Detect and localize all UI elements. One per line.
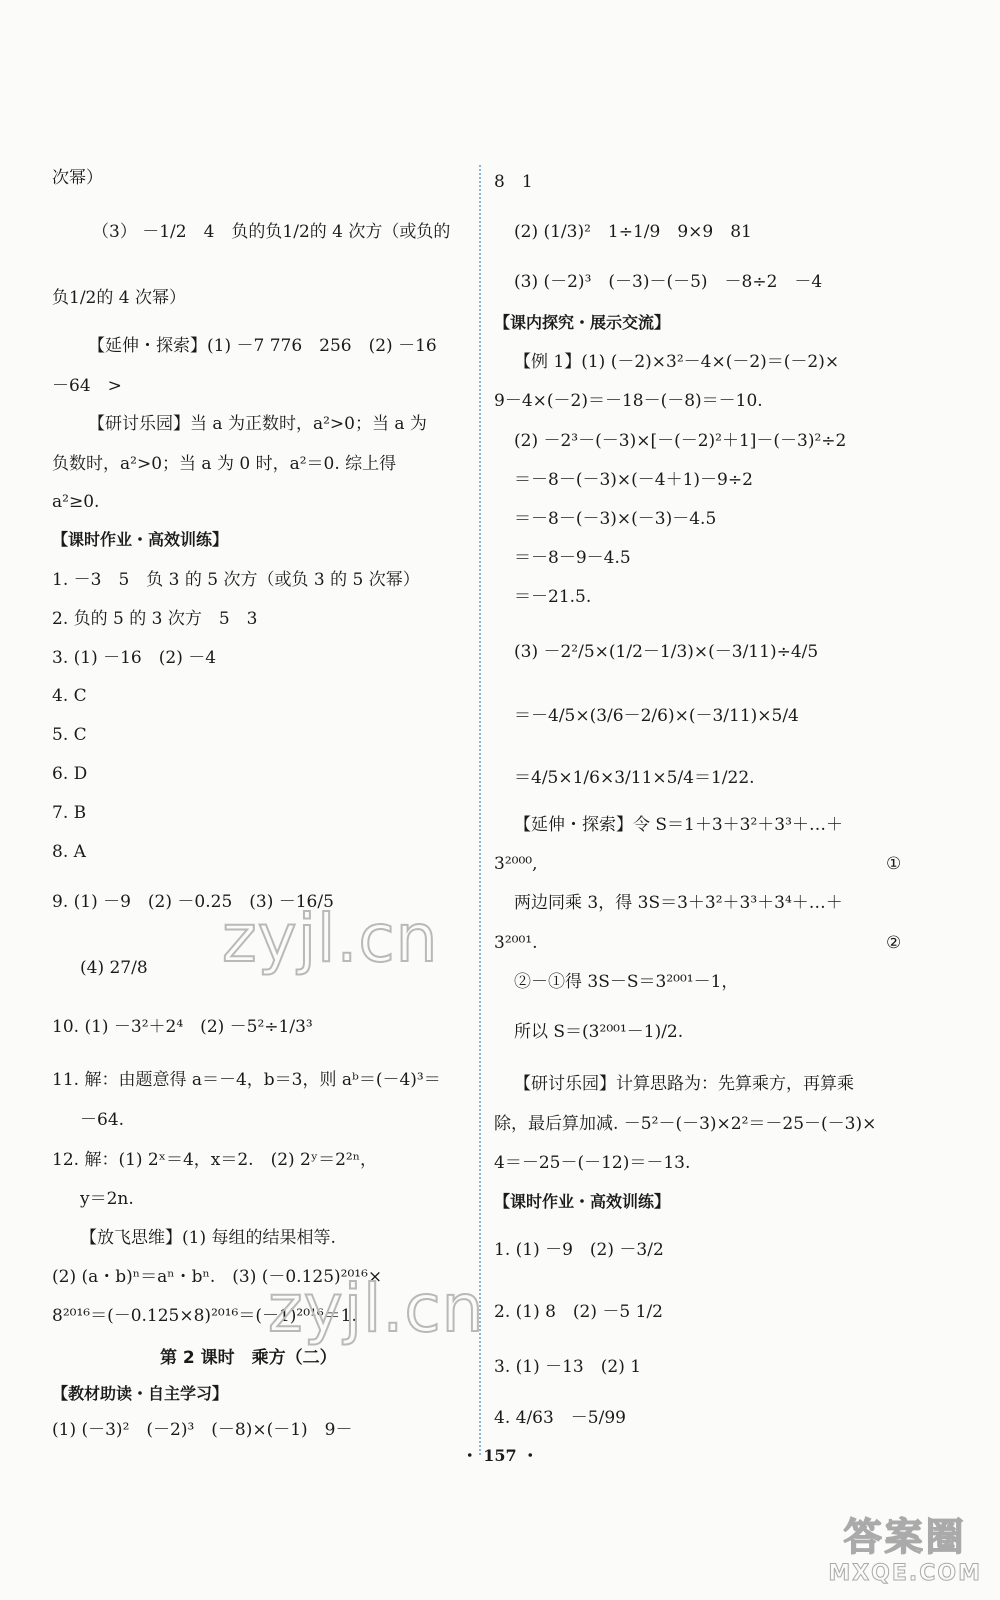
right-line: 【课内探究・展示交流】: [494, 313, 671, 332]
right-line: (3) －2²/5×(1/2－1/3)×(－3/11)÷4/5: [514, 642, 819, 662]
right-line: 4. 4/63 －5/99: [494, 1408, 626, 1428]
right-line: 除，最后算加减. －5²－(－3)×2²＝－25－(－3)×: [494, 1114, 877, 1134]
right-line: 【例 1】(1) (－2)×3²－4×(－2)＝(－2)×: [514, 352, 840, 372]
left-line: 负数时，a²>0；当 a 为 0 时，a²＝0. 综上得: [52, 454, 397, 474]
left-line: 次幂）: [52, 168, 103, 188]
left-line: 【课时作业・高效训练】: [52, 530, 229, 549]
left-line: 3. (1) －16 (2) －4: [52, 648, 217, 668]
right-line: (2) －2³－(－3)×[－(－2)²＋1]－(－3)²÷2: [514, 431, 847, 451]
left-line: (4) 27/8: [80, 958, 148, 978]
watermark-logo-sub: MXQE.COM: [828, 1561, 982, 1586]
left-line: 【教材助读・自主学习】: [52, 1384, 229, 1403]
left-line: 【放飞思维】(1) 每组的结果相等.: [80, 1228, 336, 1248]
left-line: 10. (1) －3²＋2⁴ (2) －5²÷1/3³: [52, 1017, 313, 1037]
left-line: 【延伸・探索】(1) －7 776 256 (2) －16: [88, 336, 437, 356]
right-line: ＝－8－(－3)×(－3)－4.5: [514, 509, 717, 529]
left-line: －64.: [80, 1110, 125, 1130]
left-line: 9. (1) －9 (2) －0.25 (3) －16/5: [52, 892, 334, 912]
right-line: ＝－8－(－3)×(－4＋1)－9÷2: [514, 470, 753, 490]
left-line: 4. C: [52, 686, 87, 706]
right-line: 3²⁰⁰¹.: [494, 933, 538, 953]
left-line: (1) (－3)² (－2)³ (－8)×(－1) 9－: [52, 1420, 353, 1440]
right-line: 3²⁰⁰⁰,: [494, 854, 538, 874]
left-line: 2. 负的 5 的 3 次方 5 3: [52, 609, 258, 629]
left-line: 7. B: [52, 803, 87, 823]
right-line: (2) (1/3)² 1÷1/9 9×9 81: [514, 222, 752, 242]
right-line: (3) (－2)³ (－3)－(－5) －8÷2 －4: [514, 272, 823, 292]
right-line: ②－①得 3S－S＝3²⁰⁰¹－1，: [514, 972, 739, 992]
right-line: ＝－8－9－4.5: [514, 548, 631, 568]
watermark-logo: [828, 1506, 982, 1586]
right-line: 两边同乘 3，得 3S＝3＋3²＋3³＋3⁴＋…＋: [514, 893, 843, 913]
left-line: 5. C: [52, 725, 87, 745]
left-line: 6. D: [52, 764, 88, 784]
right-line: 所以 S＝(3²⁰⁰¹－1)/2.: [514, 1022, 684, 1042]
right-line: 2. (1) 8 (2) －5 1/2: [494, 1302, 663, 1322]
right-line: 8 1: [494, 172, 533, 192]
right-line: 【研讨乐园】计算思路为：先算乘方，再算乘: [514, 1074, 854, 1094]
left-line: －64 >: [52, 376, 122, 396]
left-line: 11. 解：由题意得 a＝－4，b＝3，则 aᵇ＝(－4)³＝: [52, 1070, 441, 1090]
left-line: 第 2 课时 乘方（二）: [160, 1348, 337, 1368]
right-line: 【课时作业・高效训练】: [494, 1192, 671, 1211]
left-line: 1. －3 5 负 3 的 5 次方（或负 3 的 5 次幂）: [52, 570, 420, 590]
left-line: 【研讨乐园】当 a 为正数时，a²>0；当 a 为: [88, 414, 427, 434]
right-line: ＝－21.5.: [514, 587, 592, 607]
left-line: （3） －1/2 4 负的负1/2的 4 次方（或负的: [92, 222, 451, 242]
right-line: ＝4/5×1/6×3/11×5/4＝1/22.: [514, 768, 755, 788]
right-line: 【延伸・探索】令 S＝1＋3＋3²＋3³＋…＋: [514, 815, 843, 835]
right-line: 9－4×(－2)＝－18－(－8)＝－10.: [494, 391, 763, 411]
right-line: 3. (1) －13 (2) 1: [494, 1357, 642, 1377]
left-line: y＝2n.: [80, 1189, 134, 1209]
left-line: 8²⁰¹⁶＝(－0.125×8)²⁰¹⁶＝(－1)²⁰¹⁶＝1.: [52, 1306, 357, 1326]
left-line: a²≥0.: [52, 492, 100, 512]
left-line: 负1/2的 4 次幂）: [52, 288, 186, 308]
right-line: ＝－4/5×(3/6－2/6)×(－3/11)×5/4: [514, 706, 799, 726]
left-line: 8. A: [52, 842, 86, 862]
right-line: 1. (1) －9 (2) －3/2: [494, 1240, 664, 1260]
page-number: ・ 157 ・: [461, 1446, 539, 1465]
right-line: 4＝－25－(－12)＝－13.: [494, 1153, 691, 1173]
column-divider: [479, 165, 481, 1455]
left-line: 12. 解：(1) 2ˣ＝4，x＝2. (2) 2ʸ＝2²ⁿ，: [52, 1150, 378, 1170]
left-line: (2) (a・b)ⁿ＝aⁿ・bⁿ. (3) (－0.125)²⁰¹⁶×: [52, 1267, 383, 1287]
right-line: ②: [886, 933, 902, 953]
watermark-zyjl-top: zyjl.cn: [222, 900, 439, 977]
watermark-zyjl-bottom: zyjl.cn: [268, 1270, 485, 1347]
right-line: ①: [886, 854, 902, 874]
watermark-logo-main: 答案圈: [843, 1515, 967, 1559]
